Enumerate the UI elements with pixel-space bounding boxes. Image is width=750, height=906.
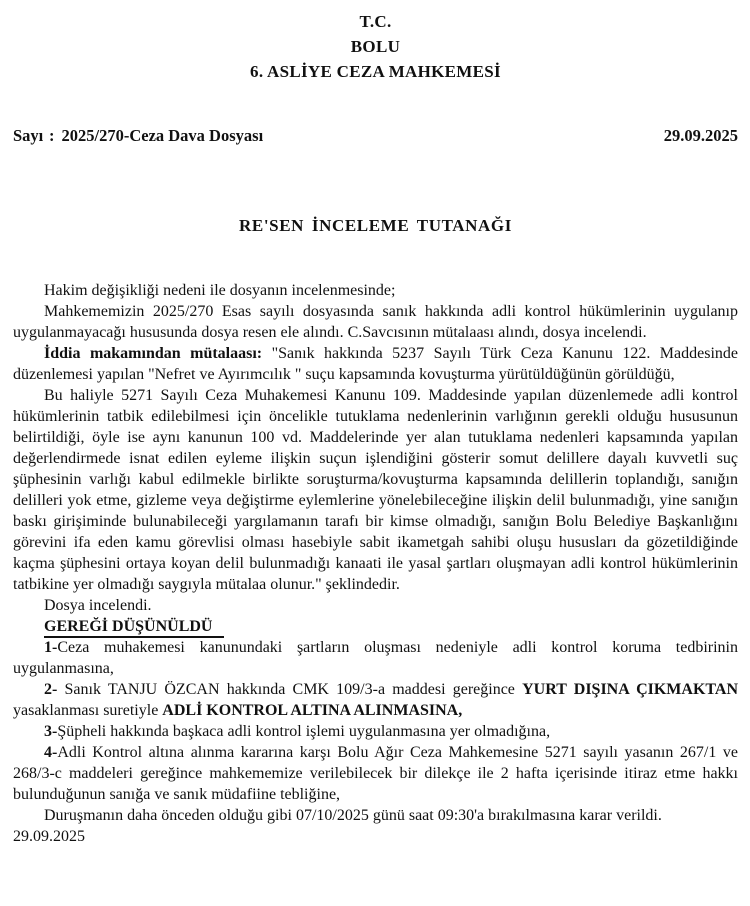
text-run: Hakim değişikliği nedeni ile dosyanın incelenmesinde;: [44, 282, 396, 299]
text-run: 3-: [44, 723, 58, 740]
header-republic: T.C.: [359, 12, 392, 31]
document-header: [13, 9, 738, 84]
document-date: 29.09.2025: [663, 126, 738, 145]
case-review-paragraph: [13, 301, 738, 343]
prosecution-opinion-intro: [13, 343, 738, 385]
text-run: "Sanık hakkında 5237 Sayılı Türk Ceza Kanunu 122. Maddesinde düzenlemesi yapılan "Nefret ve Ayırımcılık " suçu kapsamında kovuşturma yürütüldüğünün görüldüğü,: [13, 345, 738, 383]
text-run: YURT DIŞINA ÇIKMAKTAN: [522, 681, 738, 698]
text-run: 4-: [44, 744, 58, 761]
reference-row: [13, 125, 738, 146]
text-run: GEREĞİ DÜŞÜNÜLDÜ: [44, 618, 224, 638]
case-number-value: 2025/270-Ceza Dava Dosyası: [61, 126, 264, 145]
header-city: BOLU: [350, 37, 401, 56]
text-run: Mahkememizin 2025/270 Esas sayılı dosyasında sanık hakkında adli kontrol hükümlerinin uygulanıp uygulanmayacağı hususunda dosya resen ele alındı. C.Savcısının mütalaası alındı, dosya incelendi.: [13, 303, 738, 341]
file-examined: [13, 595, 738, 616]
text-run: Sanık TANJU ÖZCAN hakkında CMK 109/3-a maddesi gereğince: [57, 681, 523, 698]
text-run: Dosya incelendi.: [44, 597, 152, 614]
text-run: 1-: [44, 639, 58, 656]
text-run: Ceza muhakemesi kanunundaki şartların oluşması nedeniyle adli kontrol koruma tedbirinin uygulanmasına,: [13, 639, 738, 677]
case-number-separator: :: [49, 126, 55, 145]
text-run: Şüpheli hakkında başkaca adli kontrol işlemi uygulanmasına yer olmadığına,: [57, 723, 551, 740]
document-title: RE'SEN İNCELEME TUTANAĞI: [239, 216, 512, 235]
opening-statement: [13, 280, 738, 301]
text-run: 2-: [44, 681, 58, 698]
ruling-item-2: [13, 679, 738, 721]
text-run: Duruşmanın daha önceden olduğu gibi 07/10/2025 günü saat 09:30'a bırakılmasına karar verildi.: [44, 807, 662, 824]
prosecution-opinion-body: [13, 385, 738, 595]
document-body: [13, 280, 738, 847]
text-run: Bu haliyle 5271 Sayılı Ceza Muhakemesi Kanunu 109. Maddesinde yapılan düzenlemede adli kontrol hükümlerinin tatbik edilebilmesi için öncelikle tutuklama nedenlerinin varlığının gerekli olduğu hususunun belirtildiği, öyle ise aynı kanunun 100 vd. Maddelerinde yer alan tutuklama nedenleri kapsamında yapılan değerlendirmede isnat edilen eyleme ilişkin suçun işlendiğini gösterir somut delillere dayalı kuvvetli suç şüphesinin varlığı kabul edilmekle birlikte soruşturma/kovuşturma kapsamında delillerin toplandığı, sanığın delilleri yok etme, gizleme veya değiştirme eylemlerine yönelebileceğine ilişkin delil bulunmadığı, yine sanığın baskı girişiminde bulunabileceği yargılamanın tarafı bir kimse olmadığı, sanığın Bolu Belediye Başkanlığını görevini ifa eden kamu görevlisi olması hasebiyle sabit ikametgah sahibi oluşu hususları da gözetildiğinde kaçma şüphesini ortaya koyan delil bulunmadığı kanaati ile yasal şartları oluşmayan adli kontrol hükümlerinin tatbikine yer olmadığı saygıyla mütalaa olunur." şeklindedir.: [13, 387, 738, 593]
ruling-heading: [13, 616, 738, 637]
text-run: Adli Kontrol altına alınma kararına karşı Bolu Ağır Ceza Mahkemesine 5271 sayılı yasanın 267/1 ve 268/3-c maddeleri gereğince mahkememize verilebilecek bir dilekçe ile 2 hafta içerisinde itiraz etme hakkı bulunduğunun sanığa ve sanık müdafiine tebliğine,: [13, 744, 738, 803]
text-run: ADLİ KONTROL ALTINA ALINMASINA,: [162, 702, 463, 719]
text-run: yasaklanması suretiyle: [13, 702, 163, 719]
hearing-date-paragraph: [13, 805, 738, 826]
case-number-label: Sayı: [13, 126, 44, 145]
text-run: İddia makamından mütalaası:: [44, 345, 272, 362]
case-file-number: [13, 125, 263, 146]
decision-date: [13, 826, 738, 847]
ruling-item-4: [13, 742, 738, 805]
header-court-name: 6. ASLİYE CEZA MAHKEMESİ: [250, 62, 501, 81]
text-run: 29.09.2025: [13, 828, 85, 845]
ruling-item-3: [13, 721, 738, 742]
ruling-item-1: [13, 637, 738, 679]
